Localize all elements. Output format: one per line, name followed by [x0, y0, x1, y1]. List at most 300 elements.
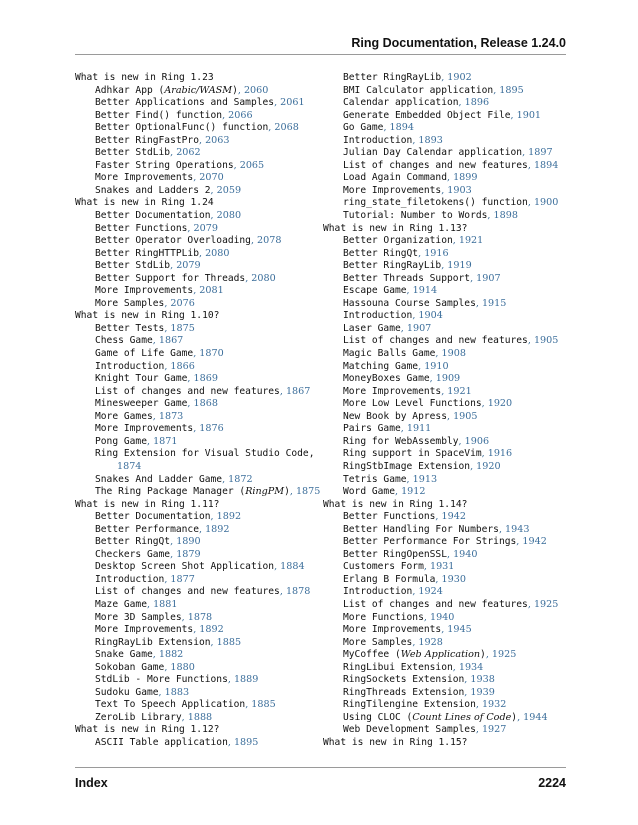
page-link[interactable]: , 1924 — [412, 586, 443, 598]
page-link[interactable]: , 1882 — [152, 649, 184, 661]
page-link[interactable]: , 2079 — [170, 260, 201, 272]
page-link[interactable]: , 1888 — [181, 711, 213, 723]
entry-text: Introduction — [95, 360, 165, 372]
page-link[interactable]: , 1871 — [146, 435, 178, 447]
entry-text: Tutorial: Number to Words — [343, 210, 488, 222]
index-entry — [75, 586, 315, 599]
entry-emphasis: Arabic/WASM — [164, 84, 233, 96]
page-link[interactable]: , 2078 — [250, 235, 282, 247]
page-link[interactable]: , 2066 — [222, 109, 253, 121]
entry-text: Calendar application — [343, 97, 459, 109]
page-link[interactable]: , 1913 — [406, 473, 438, 485]
page-link[interactable]: , 1920 — [470, 460, 501, 472]
page-link[interactable]: , 1912 — [394, 486, 426, 498]
page-link[interactable]: , 1889 — [227, 674, 259, 686]
page-link[interactable]: , 1905 — [446, 410, 478, 422]
page-link[interactable]: , 1881 — [146, 598, 178, 610]
index-entry — [75, 335, 315, 348]
page-link[interactable]: , 1870 — [193, 348, 224, 360]
index-heading — [323, 737, 568, 750]
entry-text: Ring support in SpaceVim — [343, 448, 482, 460]
page-link[interactable]: , 1940 — [423, 611, 455, 623]
index-entry — [75, 110, 315, 123]
page-link[interactable]: , 1878 — [279, 586, 311, 598]
entry-text: Sokoban Game — [95, 661, 165, 673]
page-link[interactable]: , 2080 — [210, 210, 242, 222]
entry-text: MoneyBoxes Game — [343, 373, 430, 385]
entry-text: ) — [480, 649, 486, 661]
entry-text: Pong Game — [95, 435, 147, 447]
entry-text: Matching Game — [343, 360, 419, 372]
page-link[interactable]: , 1867 — [279, 385, 311, 397]
page-link[interactable]: , 1921 — [452, 235, 484, 247]
page-link[interactable]: , 1945 — [441, 624, 472, 636]
entry-text: What is new in Ring 1.13? — [323, 222, 468, 234]
page-link[interactable]: , 1885 — [245, 699, 276, 711]
entry-text: Better RingQt — [95, 536, 171, 548]
entry-text: More Improvements — [343, 624, 442, 636]
page-link[interactable]: , 1909 — [429, 373, 461, 385]
index-entry — [75, 461, 315, 474]
entry-text: More Improvements — [95, 423, 194, 435]
entry-text: MyCoffee ( — [343, 649, 401, 661]
entry-text: More Improvements — [343, 184, 442, 196]
index-entry — [75, 737, 315, 750]
page-link[interactable]: , 1869 — [187, 373, 218, 385]
index-entry — [323, 712, 568, 725]
page-link[interactable]: , 1914 — [406, 285, 438, 297]
page-footer — [75, 767, 566, 798]
page-link[interactable]: , 1930 — [435, 573, 466, 585]
page-link[interactable]: , 1894 — [383, 122, 414, 134]
entry-text: More Functions — [343, 611, 424, 623]
index-entry — [75, 298, 315, 311]
entry-text: Better RingQt — [343, 247, 419, 259]
entry-text: StdLib - More Functions — [95, 674, 228, 686]
index-entry — [323, 411, 568, 424]
index-entry — [75, 210, 315, 223]
page-link[interactable]: , 1905 — [527, 335, 559, 347]
index-entry — [75, 524, 315, 537]
page-link[interactable]: , 1931 — [423, 561, 455, 573]
index-column-right — [323, 72, 568, 750]
page-link[interactable]: , 1883 — [158, 686, 190, 698]
page-link[interactable]: , 1934 — [452, 661, 484, 673]
page-link[interactable]: , 1939 — [464, 686, 495, 698]
index-entry — [75, 423, 315, 436]
index-heading — [75, 499, 315, 512]
entry-text: Better Support for Threads — [95, 272, 246, 284]
index-entry — [323, 72, 568, 85]
page-link[interactable]: , 1880 — [164, 661, 195, 673]
entry-text: Better RingRayLib — [343, 260, 442, 272]
entry-text: Text To Speech Application — [95, 699, 246, 711]
index-entry — [75, 97, 315, 110]
entry-text: Sudoku Game — [95, 686, 159, 698]
index-entry — [75, 260, 315, 273]
entry-text: List of changes and new features — [343, 335, 528, 347]
index-entry — [323, 662, 568, 675]
index-entry — [75, 474, 315, 487]
entry-text: Knight Tour Game — [95, 373, 188, 385]
index-entry — [323, 486, 568, 499]
entry-text: Better OptionalFunc() function — [95, 122, 269, 134]
entry-text: Better RingFastPro — [95, 134, 199, 146]
entry-text: Better RingHTTPLib — [95, 247, 199, 259]
page-link[interactable]: , 2062 — [170, 147, 201, 159]
index-entry — [323, 586, 568, 599]
entry-text: RingSockets Extension — [343, 674, 465, 686]
entry-text: BMI Calculator application — [343, 84, 494, 96]
index-entry — [323, 674, 568, 687]
page-link[interactable]: , 1910 — [418, 360, 449, 372]
page-link[interactable]: , 1868 — [187, 398, 218, 410]
entry-text: RingTilengine Extension — [343, 699, 476, 711]
page-link[interactable]: , 1890 — [170, 536, 201, 548]
entry-text: Checkers Game — [95, 548, 171, 560]
index-entry — [75, 223, 315, 236]
index-entry — [323, 436, 568, 449]
entry-text: Snakes And Ladder Game — [95, 473, 223, 485]
entry-text: Pairs Game — [343, 423, 401, 435]
entry-text: Using CLOC ( — [343, 711, 413, 723]
page-link[interactable]: , 1866 — [164, 360, 195, 372]
entry-text: List of changes and new features — [95, 586, 280, 598]
page-link[interactable]: , 1907 — [470, 272, 501, 284]
page-link[interactable]: , 1898 — [487, 210, 518, 222]
index-entry — [323, 273, 568, 286]
index-entry — [75, 185, 315, 198]
entry-text: More Improvements — [95, 624, 194, 636]
index-entry — [323, 373, 568, 386]
page-link[interactable]: , 1932 — [475, 699, 507, 711]
entry-text: Customers Form — [343, 561, 424, 573]
entry-text: Word Game — [343, 486, 395, 498]
index-entry — [323, 122, 568, 135]
page-link[interactable]: , 1928 — [412, 636, 443, 648]
page-link[interactable]: , 2065 — [233, 159, 265, 171]
entry-text: Better Documentation — [95, 511, 211, 523]
page-link[interactable]: , 1873 — [152, 410, 184, 422]
entry-text: ASCII Table application — [95, 736, 228, 748]
entry-text: Tetris Game — [343, 473, 407, 485]
page-link[interactable]: , 1920 — [481, 398, 513, 410]
index-entry — [323, 724, 568, 737]
index-entry — [75, 323, 315, 336]
page-link[interactable]: , 2068 — [268, 122, 299, 134]
page-link[interactable]: , 1944 — [517, 711, 548, 723]
index-entry — [75, 398, 315, 411]
index-entry — [323, 386, 568, 399]
entry-text: Snake Game — [95, 649, 153, 661]
footer-section-label: Index — [75, 776, 108, 790]
index-entry — [75, 147, 315, 160]
index-entry — [75, 561, 315, 574]
page-link[interactable]: , 1894 — [527, 159, 559, 171]
entry-text: Load Again Command — [343, 172, 447, 184]
entry-text: ) — [511, 711, 518, 723]
index-entry — [75, 411, 315, 424]
index-entry — [323, 574, 568, 587]
entry-text: Better Handling For Numbers — [343, 523, 499, 535]
index-entry — [75, 511, 315, 524]
index-entry — [75, 361, 315, 374]
index-entry — [75, 436, 315, 449]
entry-text: Better RingRayLib — [343, 72, 442, 83]
page-link[interactable]: , 2080 — [245, 272, 276, 284]
index-entry — [75, 273, 315, 286]
index-entry — [323, 85, 568, 98]
entry-text: Ring for WebAssembly — [343, 435, 459, 447]
page-number: 2224 — [538, 776, 566, 790]
index-entry — [75, 612, 315, 625]
entry-text: Erlang B Formula — [343, 573, 436, 585]
index-heading — [75, 724, 315, 737]
page-link[interactable]: , 1906 — [458, 435, 490, 447]
index-entry — [75, 649, 315, 662]
index-entry — [75, 85, 315, 98]
page-link[interactable]: , 1921 — [441, 385, 472, 397]
page-link[interactable]: , 1908 — [435, 348, 466, 360]
entry-text: Better Organization — [343, 235, 453, 247]
page-link[interactable]: , 1897 — [522, 147, 553, 159]
entry-text: RingRayLib Extension — [95, 636, 211, 648]
page-link[interactable]: , 1942 — [516, 536, 547, 548]
page-link[interactable]: , 1876 — [193, 423, 224, 435]
page-link[interactable]: , 1916 — [418, 247, 449, 259]
index-entry — [323, 699, 568, 712]
entry-text: Better Threads Support — [343, 272, 471, 284]
entry-text: Web Development Samples — [343, 724, 476, 736]
page-header — [75, 30, 566, 55]
index-entry — [75, 599, 315, 612]
index-entry — [323, 310, 568, 323]
entry-text: More Improvements — [343, 385, 442, 397]
entry-text: What is new in Ring 1.24 — [75, 197, 214, 209]
page-link[interactable]: , 1875 — [289, 486, 321, 498]
index-entry — [323, 536, 568, 549]
entry-text: ) — [284, 486, 290, 498]
page-link[interactable]: , 2070 — [193, 172, 224, 184]
page-link[interactable]: , 1904 — [412, 310, 443, 322]
page-link[interactable]: , 1911 — [400, 423, 432, 435]
entry-text: Better Find() function — [95, 109, 223, 121]
page-link[interactable]: , 1892 — [198, 523, 230, 535]
page-link[interactable]: , 2080 — [198, 247, 230, 259]
page-link[interactable]: , 2079 — [187, 222, 218, 234]
page-link[interactable]: , 1875 — [164, 322, 195, 334]
entry-text: ) — [232, 84, 238, 96]
entry-text: RingStbImage Extension — [343, 460, 471, 472]
entry-text: Introduction — [343, 134, 413, 146]
page-link[interactable]: , 1895 — [227, 736, 259, 748]
entry-text: More Improvements — [95, 172, 194, 184]
index-entry — [75, 574, 315, 587]
entry-text: Escape Game — [343, 285, 407, 297]
entry-text: Better Operator Overloading — [95, 235, 251, 247]
entry-text: Better StdLib — [95, 260, 171, 272]
index-entry — [323, 461, 568, 474]
entry-text: Desktop Screen Shot Application — [95, 561, 275, 573]
page-link[interactable]: , 1893 — [412, 134, 443, 146]
index-entry — [323, 335, 568, 348]
entry-text: What is new in Ring 1.14? — [323, 498, 468, 510]
index-entry — [323, 361, 568, 374]
index-entry — [323, 160, 568, 173]
index-entry — [323, 210, 568, 223]
entry-emphasis: Count Lines of Code — [412, 711, 512, 723]
page-link[interactable]: , 1872 — [222, 473, 253, 485]
entry-text: What is new in Ring 1.15? — [323, 736, 468, 748]
page-link[interactable]: , 1877 — [164, 573, 195, 585]
index-entry — [323, 348, 568, 361]
page-link[interactable]: , 1892 — [210, 511, 242, 523]
page-link[interactable]: , 1878 — [181, 611, 213, 623]
page-link[interactable]: 1874 — [117, 460, 142, 472]
index-entry — [75, 248, 315, 261]
index-entry — [323, 599, 568, 612]
page-link[interactable]: , 1927 — [475, 724, 507, 736]
index-entry — [323, 474, 568, 487]
page-link[interactable]: , 1879 — [170, 548, 201, 560]
index-entry — [323, 561, 568, 574]
index-heading — [75, 197, 315, 210]
entry-text: Game of Life Game — [95, 348, 194, 360]
entry-text: Better Documentation — [95, 210, 211, 222]
entry-text: RingLibui Extension — [343, 661, 453, 673]
entry-text: Better Functions — [95, 222, 188, 234]
index-entry — [323, 235, 568, 248]
index-column-left — [75, 72, 321, 750]
entry-text: What is new in Ring 1.10? — [75, 310, 220, 322]
entry-text: ring_state_filetokens() function — [343, 197, 528, 209]
entry-text: ZeroLib Library — [95, 711, 182, 723]
entry-text: New Book by Apress — [343, 410, 447, 422]
index-entry — [323, 448, 568, 461]
document-title: Ring Documentation, Release 1.24.0 — [351, 36, 566, 50]
page-link[interactable]: , 1919 — [441, 260, 472, 272]
entry-text: The Ring Package Manager ( — [95, 486, 246, 498]
page-link[interactable]: , 1884 — [274, 561, 305, 573]
entry-text: More Low Level Functions — [343, 398, 482, 410]
entry-text: Go Game — [343, 122, 384, 134]
entry-text: Better Tests — [95, 322, 165, 334]
index-entry — [75, 687, 315, 700]
index-entry — [75, 486, 321, 499]
index-entry — [323, 172, 568, 185]
index-entry — [323, 323, 568, 336]
entry-text: List of changes and new features — [343, 598, 528, 610]
index-entry — [323, 285, 568, 298]
index-entry — [75, 536, 315, 549]
index-entry — [323, 110, 568, 123]
index-entry — [75, 348, 315, 361]
page-link[interactable]: , 2059 — [210, 184, 242, 196]
index-entry — [323, 524, 568, 537]
entry-text: RingThreads Extension — [343, 686, 465, 698]
page-link[interactable]: , 1925 — [527, 598, 559, 610]
entry-text: Snakes and Ladders 2 — [95, 184, 211, 196]
index-entry — [323, 248, 568, 261]
entry-text: Faster String Operations — [95, 159, 234, 171]
page-link[interactable]: , 1943 — [498, 523, 530, 535]
page-link[interactable]: , 1942 — [435, 511, 466, 523]
entry-text: Generate Embedded Object File — [343, 109, 511, 121]
entry-text: Better RingOpenSSL — [343, 548, 447, 560]
index-entry — [323, 97, 568, 110]
index-entry — [75, 172, 315, 185]
entry-text: Adhkar App ( — [95, 84, 165, 96]
page-link[interactable]: , 1901 — [510, 109, 542, 121]
page-link[interactable]: , 2076 — [164, 297, 195, 309]
index-entry — [323, 624, 568, 637]
index-entry — [75, 624, 315, 637]
page-link[interactable]: , 2060 — [237, 84, 269, 96]
page-link[interactable]: , 1938 — [464, 674, 495, 686]
entry-emphasis: RingPM — [245, 486, 285, 498]
page-link[interactable]: , 1915 — [475, 297, 507, 309]
entry-text: More 3D Samples — [95, 611, 182, 623]
entry-text: More Samples — [95, 297, 165, 309]
entry-text: Better StdLib — [95, 147, 171, 159]
page-link[interactable]: , 1907 — [400, 322, 432, 334]
page-link[interactable]: , 1916 — [481, 448, 513, 460]
page-link[interactable]: , 1895 — [493, 84, 524, 96]
page-link[interactable]: , 1925 — [485, 649, 517, 661]
index-entry — [75, 160, 315, 173]
entry-text: Minesweeper Game — [95, 398, 188, 410]
entry-text: Chess Game — [95, 335, 153, 347]
page-link[interactable]: , 1940 — [446, 548, 478, 560]
page-link[interactable]: , 1896 — [458, 97, 490, 109]
page-link[interactable]: , 1867 — [152, 335, 184, 347]
page-link[interactable]: , 1885 — [210, 636, 242, 648]
page-link[interactable]: , 1900 — [527, 197, 559, 209]
entry-emphasis: Web Application — [400, 649, 481, 661]
index-entry — [75, 386, 315, 399]
page-link[interactable]: , 1892 — [193, 624, 224, 636]
page-link[interactable]: , 2081 — [193, 285, 224, 297]
index-entry — [323, 511, 568, 524]
index-entry — [323, 197, 568, 210]
index-entry — [323, 549, 568, 562]
page-link[interactable]: , 2061 — [274, 97, 305, 109]
entry-text: What is new in Ring 1.11? — [75, 498, 220, 510]
index-entry — [75, 122, 315, 135]
entry-text: What is new in Ring 1.12? — [75, 724, 220, 736]
index-entry — [75, 699, 315, 712]
page-link[interactable]: , 2063 — [198, 134, 230, 146]
index-entry — [323, 147, 568, 160]
index-entry — [323, 398, 568, 411]
index-entry — [75, 662, 315, 675]
index-entry — [323, 612, 568, 625]
index-heading — [323, 223, 568, 236]
entry-text: Introduction — [343, 586, 413, 598]
entry-text: Introduction — [343, 310, 413, 322]
index-entry — [323, 185, 568, 198]
index-entry — [75, 674, 315, 687]
page-link[interactable]: , 1899 — [446, 172, 478, 184]
page-link[interactable]: , 1902 — [441, 72, 472, 83]
index-entry — [323, 298, 568, 311]
entry-text: Better Performance — [95, 523, 199, 535]
entry-text: List of changes and new features — [343, 159, 528, 171]
index-entry — [75, 285, 315, 298]
page-link[interactable]: , 1903 — [441, 184, 472, 196]
index-entry — [75, 373, 315, 386]
index-entry — [323, 649, 568, 662]
